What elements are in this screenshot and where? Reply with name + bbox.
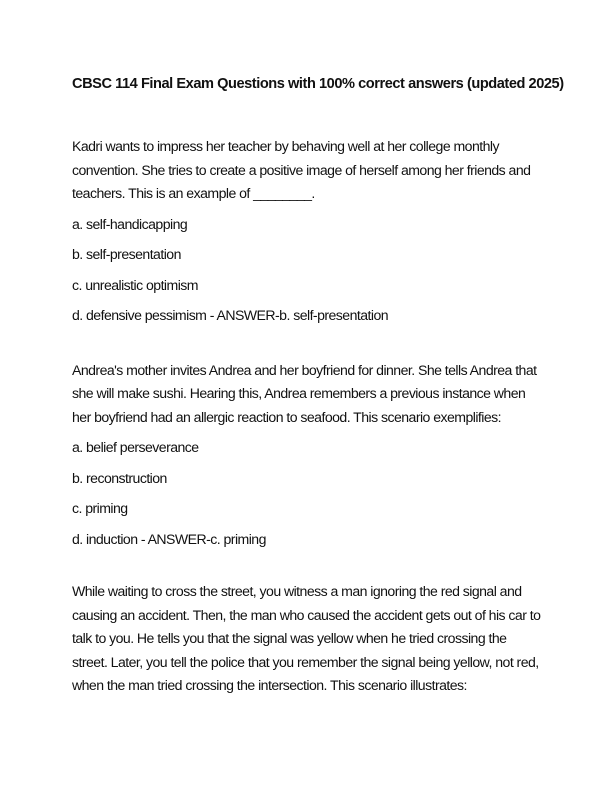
question-3-stem: While waiting to cross the street, you witness a man ignoring the red signal and causing an accident. Then, the man who caused the accident gets out of his car to talk to you. He tells you that the signal was yellow when he tried crossing the street. Later, you tell the police that you remember the signal being yellow, not red, when the man tried crossing the intersection. This scenario illustrates: [72,583,541,693]
question-2-option-b: b. reconstruction [72,469,167,486]
question-2-option-d-answer: d. induction - ANSWER-c. priming [72,530,266,547]
question-2-option-a: a. belief perseverance [72,439,199,455]
question-1 [72,135,542,328]
question-2-option-c: c. priming [72,500,128,516]
question-1-option-a: a. self-handicapping [72,215,188,232]
document-title: CBSC 114 Final Exam Questions with 100% correct answers (updated 2025) [72,76,564,92]
question-1-option-c: c. unrealistic optimism [72,276,198,293]
question-1-option-d-answer: d. defensive pessimism - ANSWER-b. self-presentation [72,307,389,323]
question-3 [72,580,542,698]
question-2 [72,359,542,552]
question-1-stem: Kadri wants to impress her teacher by behaving well at her college monthly convention. She tries to create a positive image of herself among her friends and teachers. This is an example of ________. [72,138,531,201]
document-body [72,74,564,698]
question-2-stem: Andrea's mother invites Andrea and her boyfriend for dinner. She tells Andrea that she will make sushi. Hearing this, Andrea remembers a previous instance when her boyfriend had an allergic reaction to seafood. This scenario exemplifies: [72,361,537,425]
question-1-option-b: b. self-presentation [72,246,181,262]
